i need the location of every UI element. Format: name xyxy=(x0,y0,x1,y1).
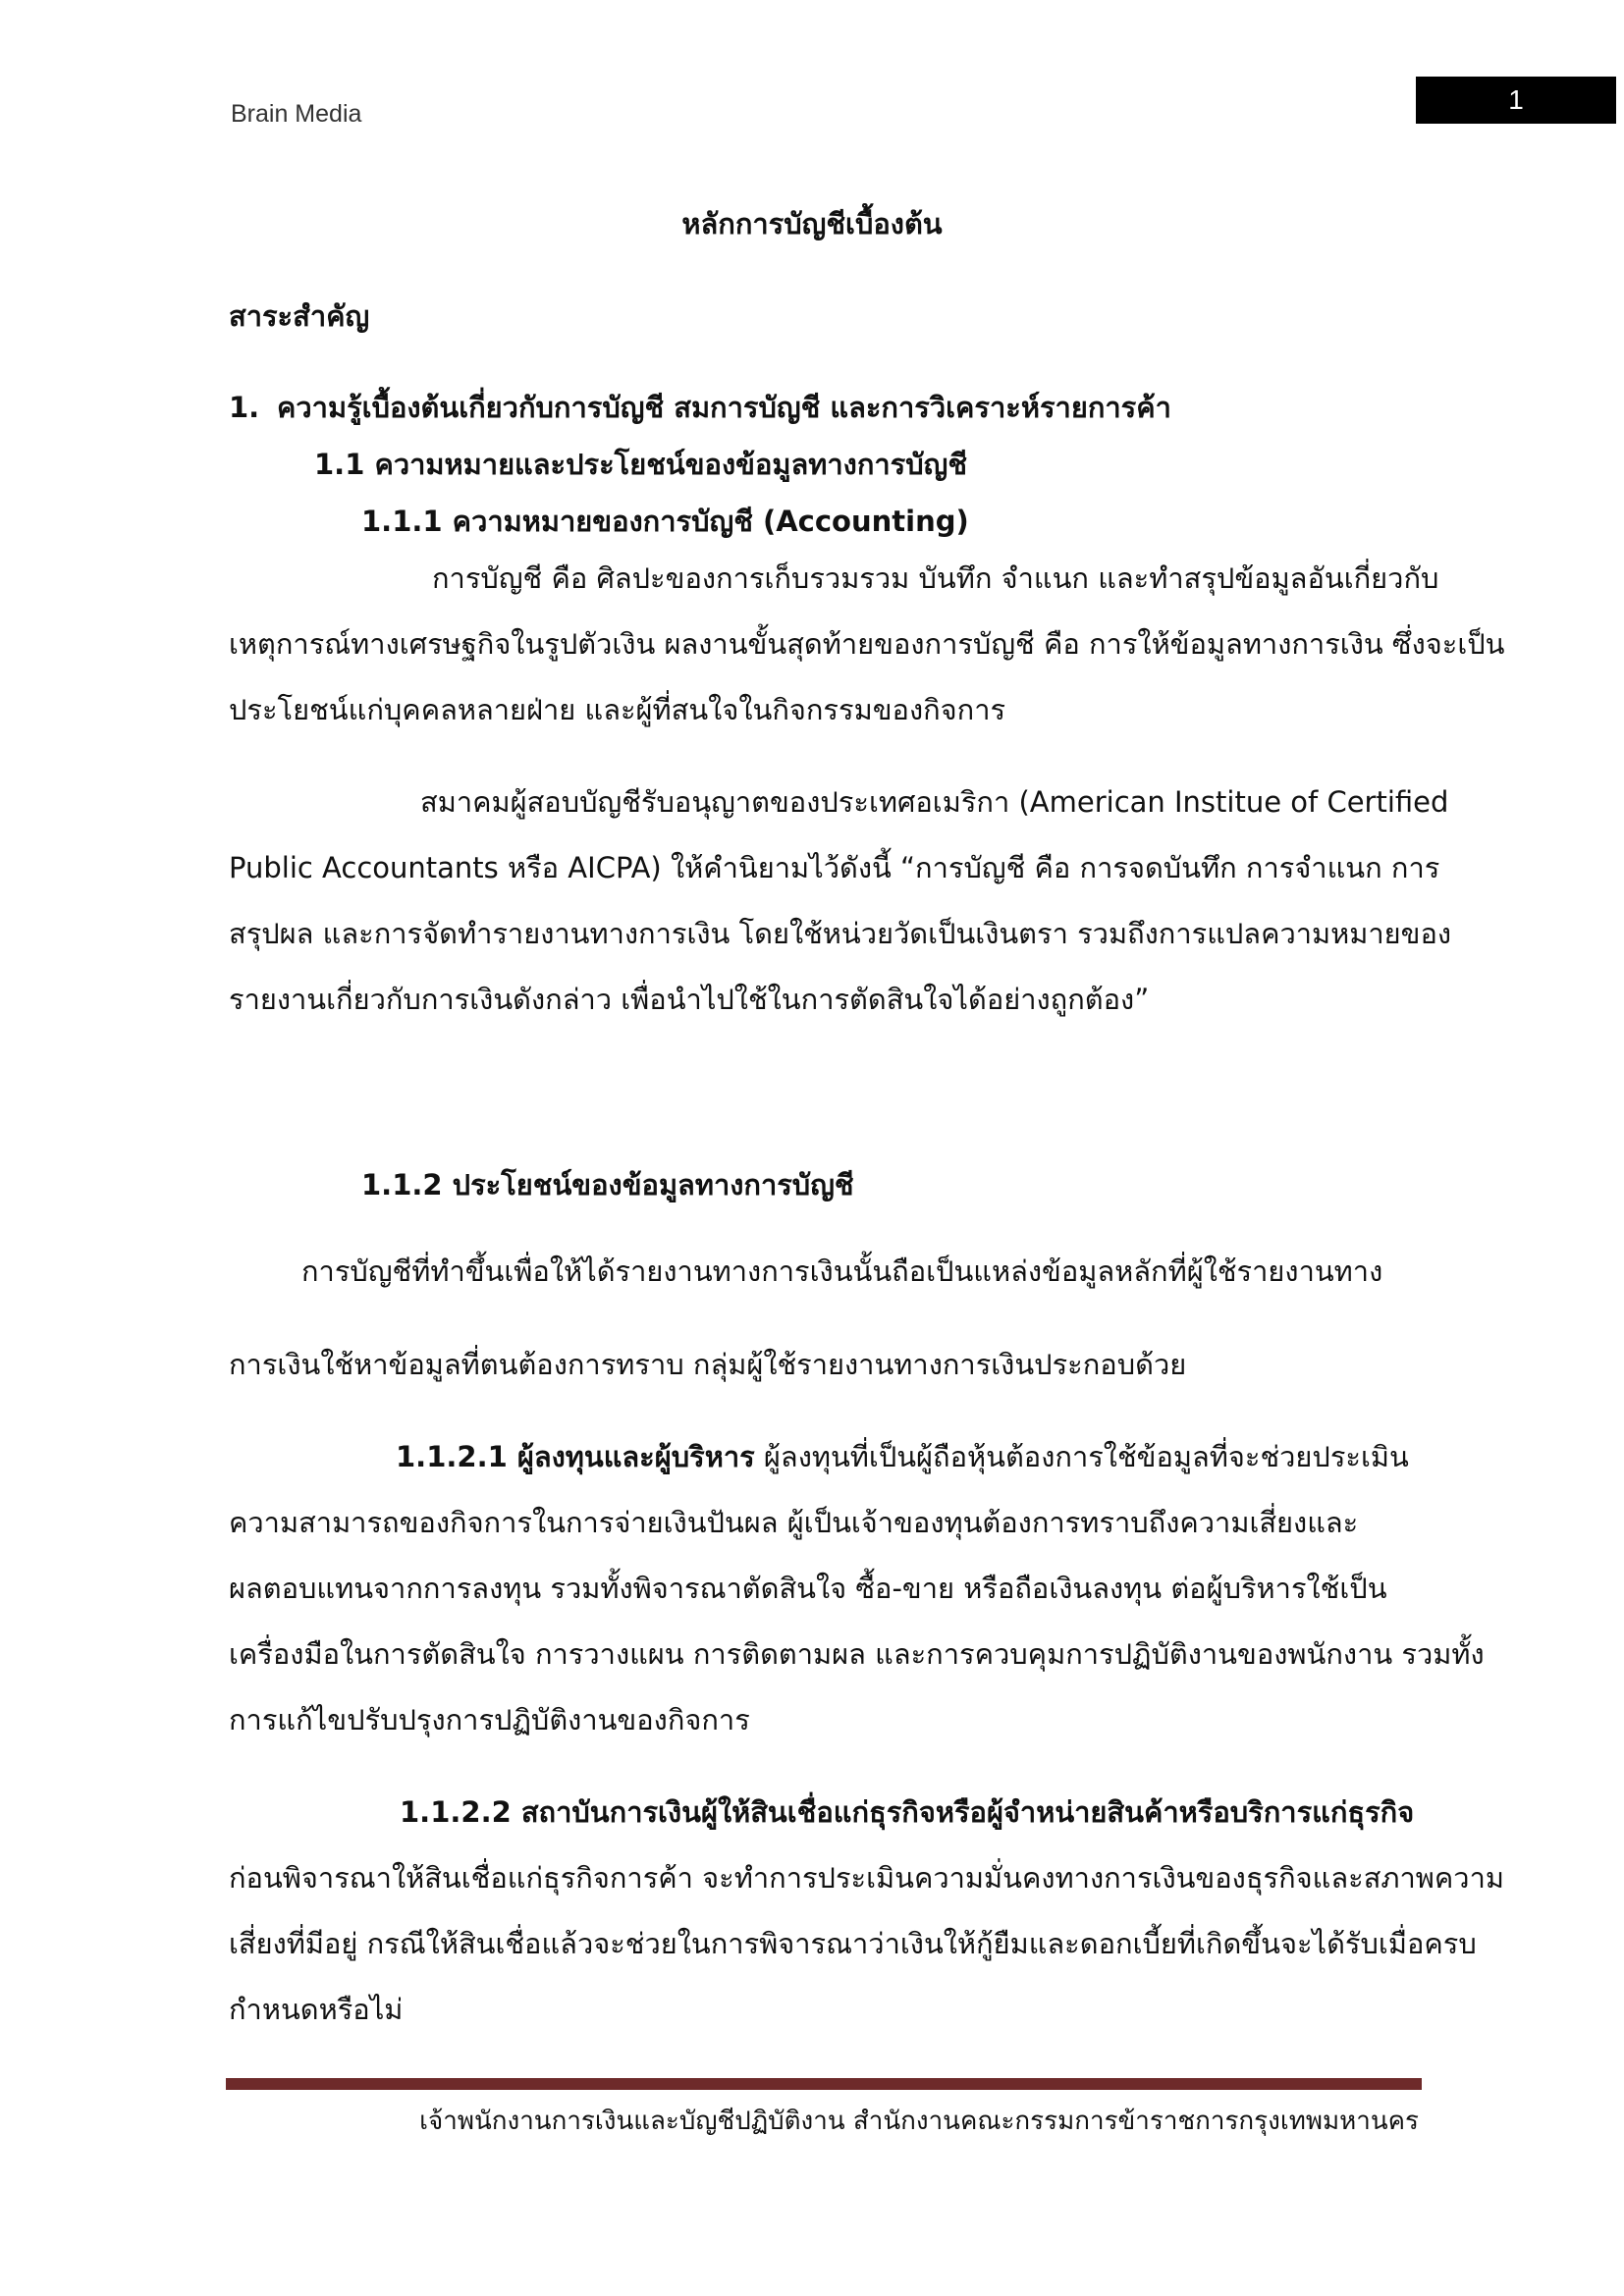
para5-line: ก่อนพิจารณาให้สินเชื่อแก่ธุรกิจการค้า จะทำการประเมินความมั่นคงทางการเงินของธุรกิจและสภาพความ xyxy=(229,1861,1504,1895)
para2-line: สรุปผล และการจัดทำรายงานทางการเงิน โดยใช้หน่วยวัดเป็นเงินตรา รวมถึงการแปลความหมายของ xyxy=(229,917,1452,950)
para3-line: การเงินใช้หาข้อมูลที่ตนต้องการทราบ กลุ่มผู้ใช้รายงานทางการเงินประกอบด้วย xyxy=(229,1348,1187,1381)
item-1-1-heading: 1.1 ความหมายและประโยชน์ของข้อมูลทางการบัญชี xyxy=(314,448,968,481)
document-title: หลักการบัญชีเบื้องต้น xyxy=(681,207,943,240)
para2-line: Public Accountants หรือ AICPA) ให้คำนิยามไว้ดังนี้ “การบัญชี คือ การจดบันทึก การจำแนก การ xyxy=(229,851,1440,884)
para4-line: ผลตอบแทนจากการลงทุน รวมทั้งพิจารณาตัดสินใจ ซื้อ-ขาย หรือถือเงินลงทุน ต่อผู้บริหารใช้เป็น xyxy=(229,1572,1387,1605)
para4-first-rest: ผู้ลงทุนที่เป็นผู้ถือหุ้นต้องการใช้ข้อมูลที่จะช่วยประเมิน xyxy=(754,1440,1409,1473)
page-number-badge xyxy=(1416,77,1616,124)
page-number: 1 xyxy=(1508,84,1524,115)
para1-line: เหตุการณ์ทางเศรษฐกิจในรูปตัวเงิน ผลงานขั้นสุดท้ายของการบัญชี คือ การให้ข้อมูลทางการเงิน ซึ่งจะเป็น xyxy=(229,627,1505,661)
footer-rule xyxy=(226,2078,1422,2090)
footer-text: เจ้าพนักงานการเงินและบัญชีปฏิบัติงาน สำนักงานคณะกรรมการข้าราชการกรุงเทพมหานคร xyxy=(419,2107,1419,2136)
para5-line: เสี่ยงที่มีอยู่ กรณีให้สินเชื่อแล้วจะช่วยในการพิจารณาว่าเงินให้กู้ยืมและดอกเบี้ยที่เกิดขึ้นจะได้รับเมื่อครบ xyxy=(229,1927,1477,1960)
item-1-1-2-heading: 1.1.2 ประโยชน์ของข้อมูลทางการบัญชี xyxy=(361,1168,854,1201)
item-1-heading: ความรู้เบื้องต้นเกี่ยวกับการบัญชี สมการบัญชี และการวิเคราะห์รายการค้า xyxy=(277,391,1171,424)
section-heading: สาระสำคัญ xyxy=(229,299,370,333)
item-1-1-1-heading: 1.1.1 ความหมายของการบัญชี (Accounting) xyxy=(361,505,969,538)
para5-line: กำหนดหรือไม่ xyxy=(229,1993,404,2026)
para1-line: การบัญชี คือ ศิลปะของการเก็บรวมรวม บันทึก จำแนก และทำสรุปข้อมูลอันเกี่ยวกับ xyxy=(432,561,1439,595)
para3-line: การบัญชีที่ทำขึ้นเพื่อให้ได้รายงานทางการเงินนั้นถือเป็นแหล่งข้อมูลหลักที่ผู้ใช้รายงานทาง xyxy=(301,1255,1383,1288)
para4-first-line xyxy=(396,1437,1409,1476)
para2-line: สมาคมผู้สอบบัญชีรับอนุญาตของประเทศอเมริกา (American Institue of Certified xyxy=(420,785,1449,819)
para4-line: เครื่องมือในการตัดสินใจ การวางแผน การติดตามผล และการควบคุมการปฏิบัติงานของพนักงาน รวมทั้ง xyxy=(229,1637,1485,1671)
para4-line: ความสามารถของกิจการในการจ่ายเงินปันผล ผู้เป็นเจ้าของทุนต้องการทราบถึงความเสี่ยงและ xyxy=(229,1506,1359,1539)
item-1-1-2-2-heading: 1.1.2.2 สถาบันการเงินผู้ให้สินเชื่อแก่ธุรกิจหรือผู้จำหน่ายสินค้าหรือบริการแก่ธุรกิจ xyxy=(400,1795,1415,1829)
header-brand: Brain Media xyxy=(231,100,362,128)
para2-line: รายงานเกี่ยวกับการเงินดังกล่าว เพื่อนำไปใช้ในการตัดสินใจได้อย่างถูกต้อง” xyxy=(229,983,1150,1016)
item-1-1-2-1-heading: 1.1.2.1 ผู้ลงทุนและผู้บริหาร xyxy=(396,1440,755,1473)
item-1-number: 1. xyxy=(229,391,260,424)
para1-line: ประโยชน์แก่บุคคลหลายฝ่าย และผู้ที่สนใจในกิจกรรมของกิจการ xyxy=(229,693,1006,726)
para4-line: การแก้ไขปรับปรุงการปฏิบัติงานของกิจการ xyxy=(229,1703,750,1736)
